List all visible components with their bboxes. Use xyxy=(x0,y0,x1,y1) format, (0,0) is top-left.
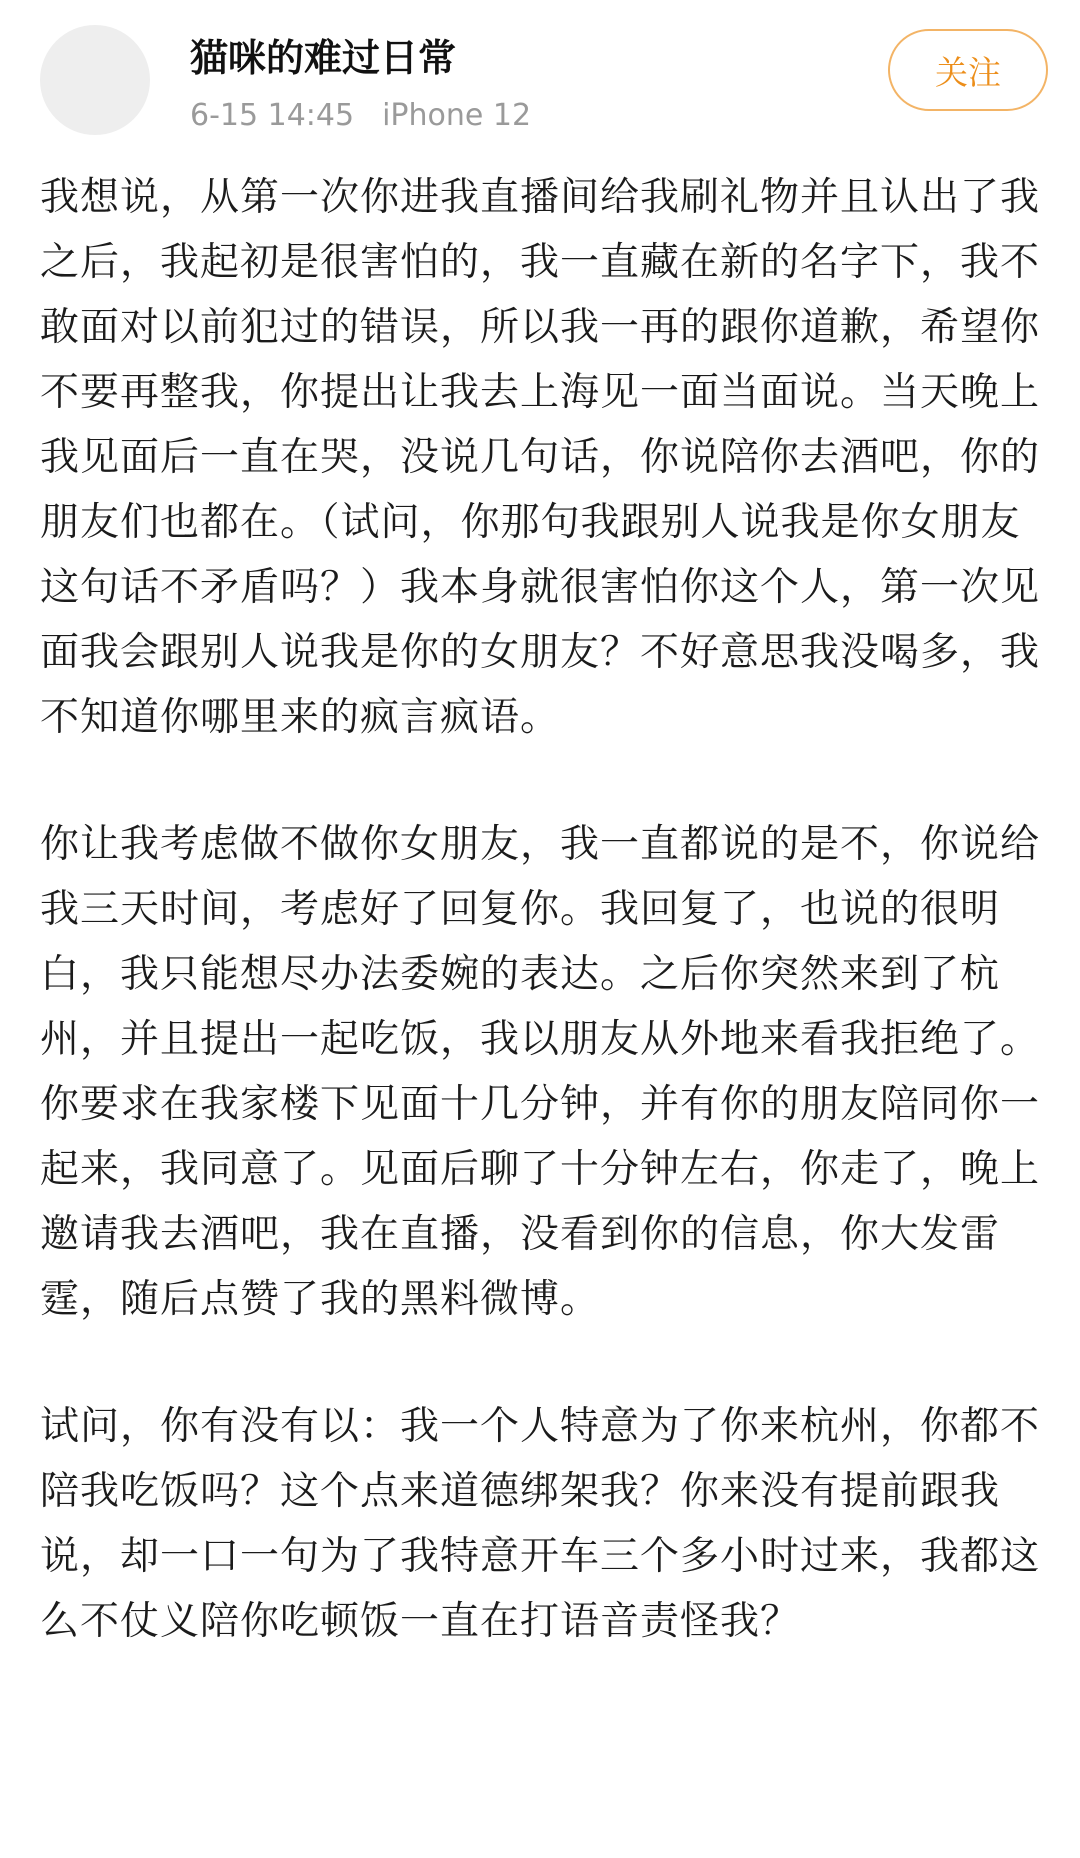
avatar[interactable] xyxy=(40,25,150,135)
post-paragraph: 试问，你有没有以：我一个人特意为了你来杭州，你都不陪我吃饭吗？这个点来道德绑架我？你来没有提前跟我说，却一口一句为了我特意开车三个多小时过来，我都这么不仗义陪你吃顿饭一直在打语音责怪我？ xyxy=(40,1404,1041,1644)
user-name[interactable]: 猫咪的难过日常 xyxy=(190,36,457,80)
post-paragraph: 你让我考虑做不做你女朋友，我一直都说的是不，你说给我三天时间，考虑好了回复你。我回复了，也说的很明白，我只能想尽办法委婉的表达。之后你突然来到了杭州，并且提出一起吃饭，我以朋友从外地来看我拒绝了。你要求在我家楼下见面十几分钟，并有你的朋友陪同你一起来，我同意了。见面后聊了十分钟左右，你走了，晚上邀请我去酒吧，我在直播，没看到你的信息，你大发雷霆，随后点赞了我的黑料微博。 xyxy=(40,822,1041,1322)
post-timestamp: 6-15 14:45 xyxy=(190,98,355,133)
post-device: iPhone 12 xyxy=(382,98,532,133)
follow-button[interactable]: 关注 xyxy=(888,29,1048,111)
post-paragraph: 我想说，从第一次你进我直播间给我刷礼物并且认出了我之后，我起初是很害怕的，我一直藏在新的名字下，我不敢面对以前犯过的错误，所以我一再的跟你道歉，希望你不要再整我，你提出让我去上海见一面当面说。当天晚上我见面后一直在哭，没说几句话，你说陪你去酒吧，你的朋友们也都在。（试问，你那句我跟别人说我是你女朋友这句话不矛盾吗？）我本身就很害怕你这个人，第一次见面我会跟别人说我是你的女朋友？不好意思我没喝多，我不知道你哪里来的疯言疯语。 xyxy=(40,175,1041,740)
post-meta xyxy=(190,98,531,134)
post-header xyxy=(0,0,1080,132)
post-body xyxy=(40,165,1048,1716)
